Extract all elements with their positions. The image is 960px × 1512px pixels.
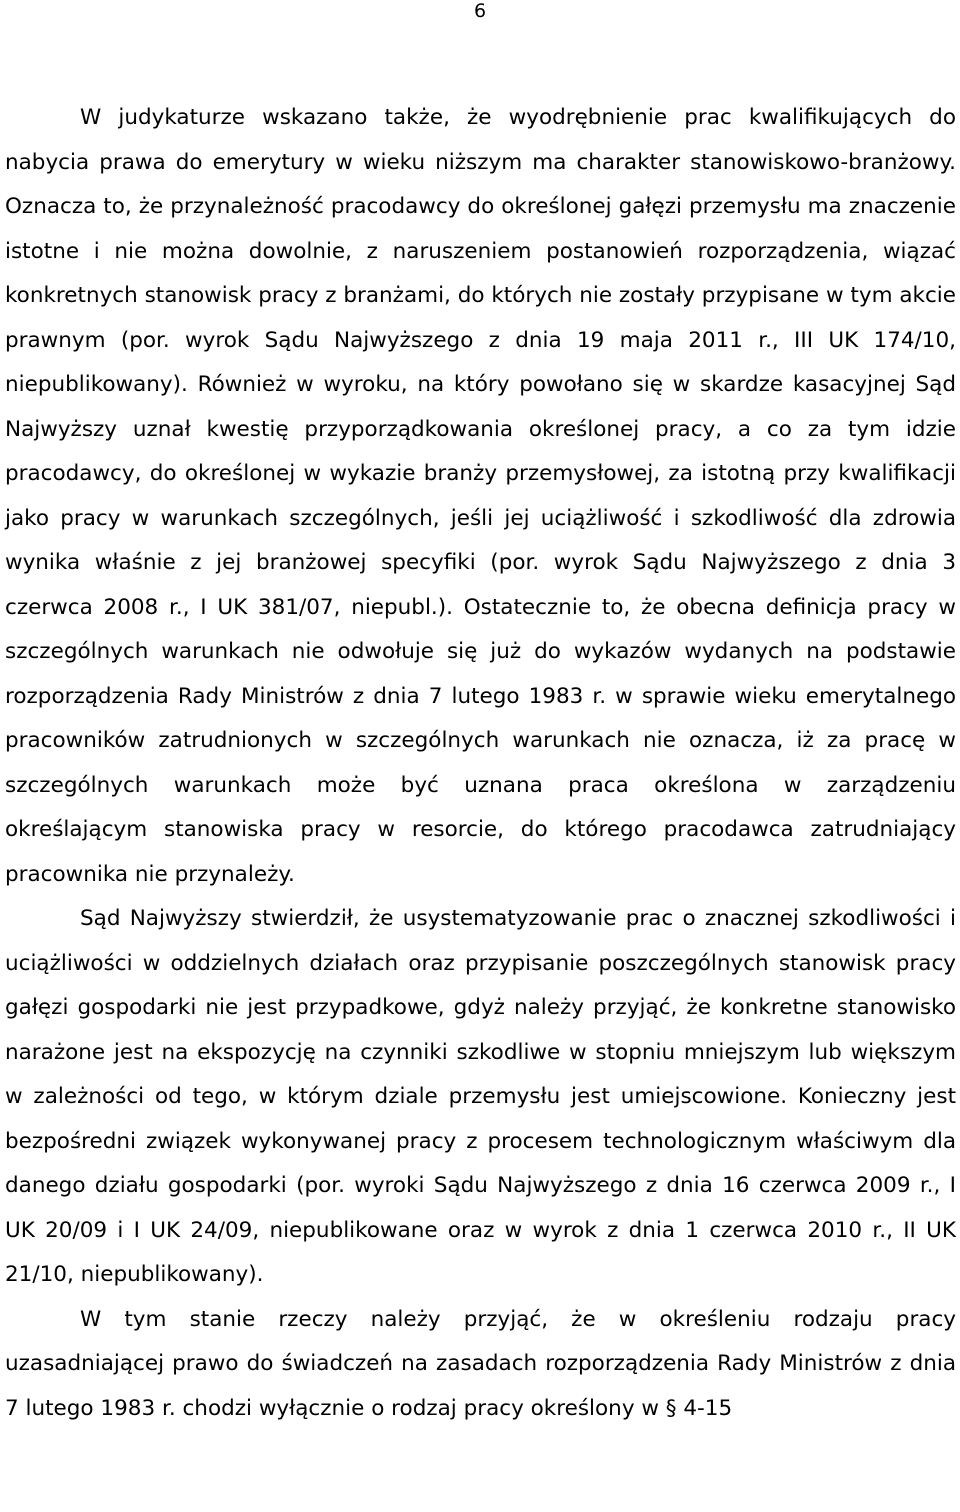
paragraph-1: W judykaturze wskazano także, że wyodrębnienie prac kwalifikujących do nabycia prawa do emerytury w wieku niższym ma charakter stanowiskowo-branżowy. Oznacza to, że przynależność pracodawcy do określonej gałęzi przemysłu ma znaczenie istotne i nie można dowolnie, z naruszeniem postanowień rozporządzenia, wiązać konkretnych stanowisk pracy z branżami, do których nie zostały przypisane w tym akcie prawnym (por. wyrok Sądu Najwyższego z dnia 19 maja 2011 r., III UK 174/10, niepublikowany). Również w wyroku, na który powołano się w skardze kasacyjnej Sąd Najwyższy uznał kwestię przyporządkowania określonej pracy, a co za tym idzie pracodawcy, do określonej w wykazie branży przemysłowej, za istotną przy kwalifikacji jako pracy w warunkach szczególnych, jeśli jej uciążliwość i szkodliwość dla zdrowia wynika właśnie z jej branżowej specyfiki (por. wyrok Sądu Najwyższego z dnia 3 czerwca 2008 r., I UK 381/07, niepubl.). Ostatecznie to, że obecna definicja pracy w szczególnych warunkach nie odwołuje się już do wykazów wydanych na podstawie rozporządzenia Rady Ministrów z dnia 7 lutego 1983 r. w sprawie wieku emerytalnego pracowników zatrudnionych w szczególnych warunkach nie oznacza, iż za pracę w szczególnych warunkach może być uznana praca określona w zarządzeniu określającym stanowiska pracy w resorcie, do którego pracodawca zatrudniający pracownika nie przynależy. <box>5 105 956 887</box>
paragraph-2: Sąd Najwyższy stwierdził, że usystematyzowanie prac o znacznej szkodliwości i uciążliwości w oddzielnych działach oraz przypisanie poszczególnych stanowisk pracy gałęzi gospodarki nie jest przypadkowe, gdyż należy przyjąć, że konkretne stanowisko narażone jest na ekspozycję na czynniki szkodliwe w stopniu mniejszym lub większym w zależności od tego, w którym dziale przemysłu jest umiejscowione. Konieczny jest bezpośredni związek wykonywanej pracy z procesem technologicznym właściwym dla danego działu gospodarki (por. wyroki Sądu Najwyższego z dnia 16 czerwca 2009 r., I UK 20/09 i I UK 24/09, niepublikowane oraz w wyrok z dnia 1 czerwca 2010 r., II UK 21/10, niepublikowany). <box>5 906 956 1287</box>
paragraph-3: W tym stanie rzeczy należy przyjąć, że w określeniu rodzaju pracy uzasadniającej prawo do świadczeń na zasadach rozporządzenia Rady Ministrów z dnia 7 lutego 1983 r. chodzi wyłącznie o rodzaj pracy określony w § 4-15 <box>5 1306 956 1421</box>
page-number: 6 <box>473 0 487 22</box>
document-body <box>5 96 956 1431</box>
